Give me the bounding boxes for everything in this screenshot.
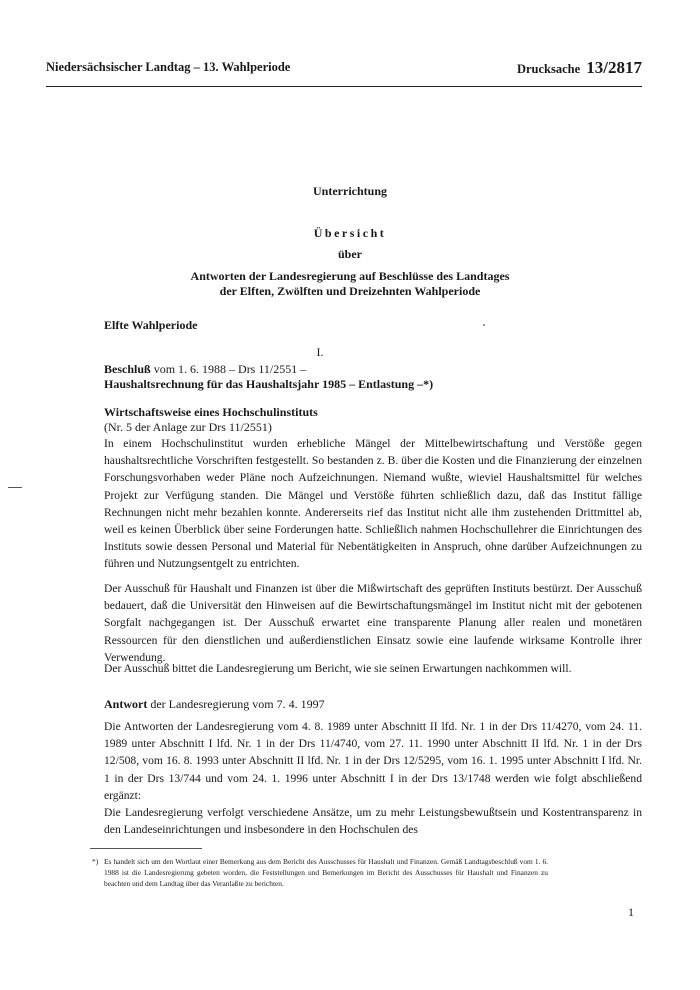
document-type: Unterrichtung [313, 184, 387, 198]
document-number-label: Drucksache [516, 62, 581, 76]
overview-title: Übersicht [313, 226, 387, 240]
section-number: I. [316, 345, 324, 359]
footnote-mark: *) [92, 857, 99, 866]
subtitle-line-1: Antworten der Landesregierung auf Beschlüsse des Landtages [190, 269, 510, 283]
footnote [92, 856, 548, 889]
paragraph-answer-body: Die Landesregierung verfolgt verschiedene Ansätze, um zu mehr Leistungsbewußtsein und Kostentransparenz in den Landeseinrichtungen und insbesondere in den Hochschulen des [104, 806, 642, 837]
page-header [46, 58, 642, 80]
paragraph-committee: Der Ausschuß für Haushalt und Finanzen ist über die Mißwirtschaft des geprüften Instituts bestürzt. Der Ausschuß bedauert, daß die Universität den Hinweisen auf die Bewirtschaftungsmängel im Institut nicht mit der gebotenen Sorgfalt nachgegangen ist. Der Ausschuß erwartet eine transparente Planung aller realen und monetären Ressourcen für den dienstlichen und außerdienstlichen Einsatz sowie eine laufende wirksame Kontrolle ihrer Verwendung. [104, 582, 642, 664]
document-number-value: 13/2817 [586, 58, 642, 77]
page-number: 1 [628, 905, 634, 919]
title-connector: über [338, 247, 362, 261]
margin-mark [8, 487, 22, 488]
subheading [104, 405, 642, 434]
answer-label: Antwort [104, 697, 148, 711]
scan-speck [483, 324, 485, 326]
document-number [517, 58, 642, 78]
footnote-rule [90, 848, 202, 849]
subheading-reference: (Nr. 5 der Anlage zur Drs 11/2551) [104, 419, 272, 434]
resolution-subject: Haushaltsrechnung für das Haushaltsjahr 1985 – Entlastung –*) [104, 376, 434, 391]
resolution-heading [104, 362, 642, 391]
paragraph-request: Der Ausschuß bittet die Landesregierung um Bericht, wie sie seinen Erwartungen nachkommen will. [104, 662, 572, 675]
answer-date: der Landesregierung vom 7. 4. 1997 [147, 697, 325, 711]
document-subtitle [0, 269, 700, 298]
resolution-date: vom 1. 6. 1988 – Drs 11/2551 – [150, 362, 307, 376]
parliament-period: Niedersächsischer Landtag – 13. Wahlperiode [46, 60, 291, 74]
section-title: Elfte Wahlperiode [104, 318, 198, 332]
footnote-text: Es handelt sich um den Wortlaut einer Bemerkung aus dem Bericht des Ausschusses für Haushalt und Finanzen. Gemäß Landtagsbeschluß vom 1. 6. 1988 ist die Landesregierung gebeten worden, die Feststellungen und Bemerkungen im Bericht des Ausschusses für Haushalt und Finanzen zu beachten und dem Landtag über das Veranlaßte zu berichten. [104, 857, 548, 888]
resolution-reference [104, 362, 642, 377]
paragraph-findings: In einem Hochschulinstitut wurden erhebliche Mängel der Mittelbewirtschaftung und Verstöße gegen haushaltsrechtliche Vorschriften festgestellt. So bestanden z. B. über die Kosten und die Finanzierung der einzelnen Forschungsvorhaben weder Pläne noch Aufzeichnungen. Niemand wußte, wieviel Haushaltsmittel für welches Projekt zur Verfügung standen. Die Mängel und Verstöße führten schließlich dazu, daß das Institut fällige Rechnungen nicht mehr bezahlen konnte. Andererseits rief das Institut nicht alle ihm zustehenden Drittmittel ab, weil es keinen Überblick über seine Forderungen hatte. Schließlich nahmen Hochschullehrer die Einrichtungen des Instituts sowie dessen Personal und Material für Nebentätigkeiten in Anspruch, ohne darüber Aufzeichnungen zu führen und Nutzungsentgelt zu entrichten. [104, 437, 642, 571]
resolution-label: Beschluß [104, 362, 151, 376]
subheading-title: Wirtschaftsweise eines Hochschulinstituts [104, 405, 318, 419]
paragraph-answer-references: Die Antworten der Landesregierung vom 4. 8. 1989 unter Abschnitt II lfd. Nr. 1 in der Drs 11/4270, vom 24. 11. 1989 unter Abschnitt I lfd. Nr. 1 in der Drs 11/4740, vom 27. 11. 1990 unter Abschnitt II lfd. Nr. 1 in der Drs 12/508, vom 16. 8. 1993 unter Abschnitt II lfd. Nr. 1 in der Drs 12/5295, vom 16. 1. 1995 unter Abschnitt I lfd. Nr. 1 in der Drs 13/744 und vom 24. 1. 1996 unter Abschnitt I in der Drs 13/1748 werden wie folgt abschließend ergänzt: [104, 720, 642, 802]
header-rule [46, 86, 642, 87]
subtitle-line-2: der Elften, Zwölften und Dreizehnten Wahlperiode [219, 283, 481, 298]
answer-heading [104, 697, 325, 712]
